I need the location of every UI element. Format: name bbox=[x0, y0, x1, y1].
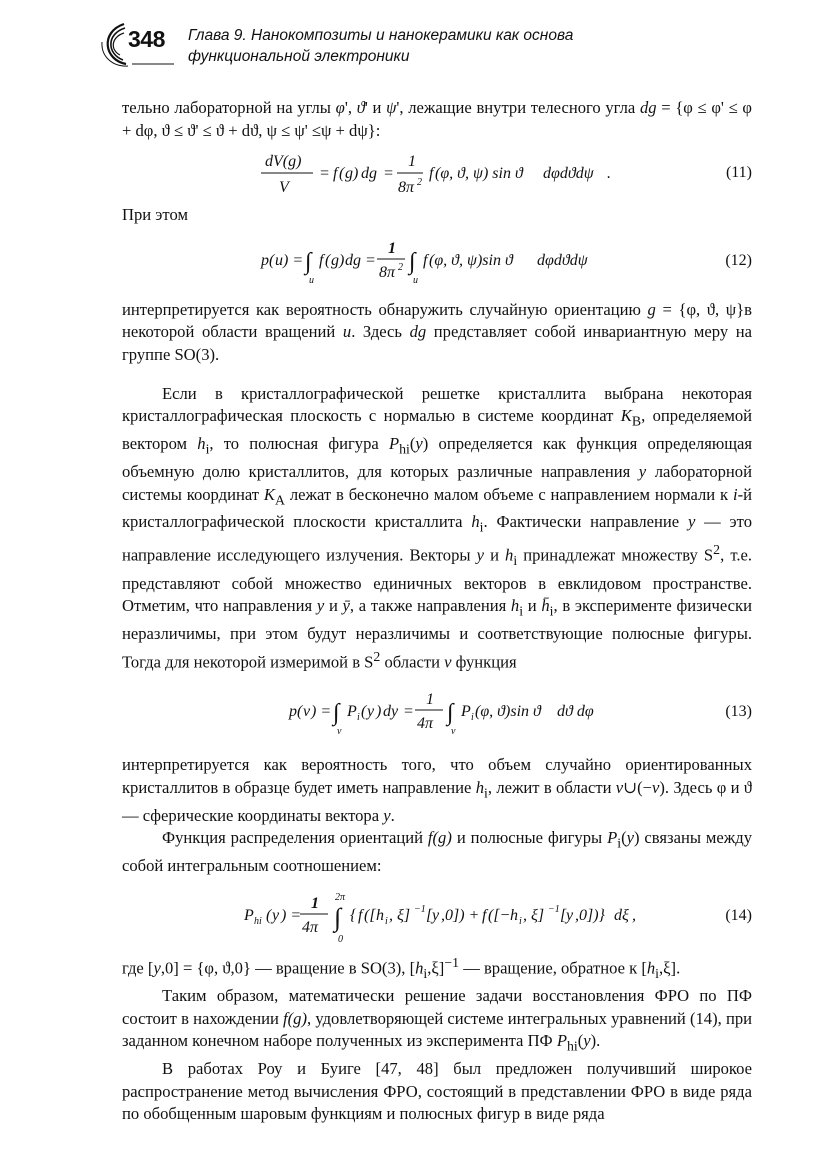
svg-text:(: ( bbox=[339, 165, 345, 183]
svg-text:u: u bbox=[275, 251, 283, 269]
page-header bbox=[98, 20, 758, 80]
svg-text:y: y bbox=[566, 906, 574, 924]
formula-14-expression bbox=[242, 890, 662, 944]
svg-text:V: V bbox=[279, 179, 289, 197]
svg-text:−1: −1 bbox=[414, 903, 426, 915]
svg-text:,: , bbox=[632, 906, 636, 924]
svg-text:g: g bbox=[331, 251, 339, 269]
svg-text:f: f bbox=[319, 251, 324, 269]
svg-text:, ξ]: , ξ] bbox=[389, 906, 411, 924]
page-body bbox=[122, 97, 752, 1126]
svg-text:i: i bbox=[385, 915, 388, 927]
svg-text:f: f bbox=[423, 251, 428, 269]
running-title bbox=[188, 25, 748, 67]
svg-text:) =: ) = bbox=[283, 251, 304, 269]
svg-text:dg: dg bbox=[345, 251, 361, 269]
svg-text:1: 1 bbox=[311, 894, 319, 912]
svg-text:v: v bbox=[303, 703, 311, 721]
svg-text:P: P bbox=[461, 703, 471, 721]
svg-text:): ) bbox=[339, 251, 345, 269]
svg-text:=: = bbox=[319, 165, 330, 183]
svg-text:i: i bbox=[519, 915, 522, 927]
svg-text:i: i bbox=[357, 712, 360, 724]
svg-text:(φ, ϑ, ψ)sin ϑ: (φ, ϑ, ψ)sin ϑ bbox=[429, 251, 513, 269]
svg-text:(φ, ϑ)sin ϑ: (φ, ϑ)sin ϑ bbox=[475, 703, 541, 721]
svg-text:f: f bbox=[333, 165, 338, 183]
svg-text:8π: 8π bbox=[398, 179, 415, 197]
svg-text:v: v bbox=[337, 726, 342, 738]
formula-14 bbox=[122, 890, 752, 944]
svg-text:dV(g): dV(g) bbox=[265, 153, 302, 171]
formula-11 bbox=[122, 148, 752, 198]
paragraph-7: где [y,0] = {φ, ϑ,0} — вращение в SO(3), $[h_i,\xi]^{-1}$ — вращение, обратное к $[h_i,\xi]$. bbox=[122, 954, 681, 981]
paragraph-2: При этом bbox=[122, 205, 188, 225]
svg-text:(: ( bbox=[297, 703, 303, 721]
formula-14-number: (14) bbox=[725, 907, 752, 925]
formula-13-expression bbox=[287, 686, 617, 738]
svg-text:(: ( bbox=[266, 906, 272, 924]
svg-text:[: [ bbox=[426, 906, 433, 924]
svg-text:1: 1 bbox=[408, 153, 416, 171]
paragraph-4: Если в кристаллографической решетке кристаллита выбрана некоторая кристаллографическая плоскость с нормалью в системе координат $K_B$, определяемой вектором $h_i$, то полюсная фигура $P_{hi}(y)$ определяется как функция определяющая объемную долю кристаллитов, для которых различные направления y лабораторной системы координат $K_A$ лежат в бесконечно малом объеме с направлением нормали к i-й кристаллографической плоскости кристаллита $h_i$. Фактически направление y — это направление исследующего излучения. Векторы y и $h_i$ принадлежат множеству $S^2$, т.е. представляют собой множество единичных векторов в евклидовом пространстве. Отметим, что направления y и ȳ, а также направления $h_i$ и $h̄_i$, в эксперименте физически неразличимы, при этом будут неразличимы и соответствующие полюсные фигуры. Тогда для некоторой измеримой в $S^2$ области v функция bbox=[122, 383, 753, 672]
svg-text:2: 2 bbox=[417, 177, 422, 189]
svg-text:dφdϑdψ: dφdϑdψ bbox=[543, 165, 594, 183]
svg-text:): ) bbox=[353, 165, 359, 183]
svg-text:i: i bbox=[471, 712, 474, 724]
svg-text:) =: ) = bbox=[311, 703, 332, 721]
formula-12-number: (12) bbox=[725, 252, 752, 270]
svg-text:∫: ∫ bbox=[409, 248, 416, 275]
svg-text:y: y bbox=[367, 703, 375, 721]
svg-text:0: 0 bbox=[338, 933, 343, 944]
svg-text:f: f bbox=[482, 906, 487, 924]
svg-text:dφdϑdψ: dφdϑdψ bbox=[537, 251, 588, 269]
svg-text:∫: ∫ bbox=[447, 700, 454, 727]
svg-text:): ) bbox=[376, 703, 382, 721]
svg-text:8π: 8π bbox=[379, 263, 396, 281]
svg-text:1: 1 bbox=[388, 239, 396, 257]
svg-text:2π: 2π bbox=[335, 891, 346, 903]
svg-text:2: 2 bbox=[398, 261, 403, 273]
running-title-line-1: Глава 9. Нанокомпозиты и нанокерамики как основа bbox=[188, 27, 574, 44]
paragraph-5: интерпретируется как вероятность того, что объем случайно ориентированных кристаллитов в образце будет иметь направление $h_i$, лежит в области v∪(−v). Здесь φ и ϑ — сферические координаты вектора y. bbox=[122, 755, 752, 825]
svg-text:[: [ bbox=[560, 906, 567, 924]
svg-text:(φ, ϑ, ψ) sin ϑ: (φ, ϑ, ψ) sin ϑ bbox=[435, 165, 523, 183]
svg-text:∫: ∫ bbox=[305, 248, 312, 275]
formula-12-expression bbox=[257, 237, 637, 287]
svg-text:h: h bbox=[376, 906, 384, 924]
svg-text:∫: ∫ bbox=[333, 700, 340, 727]
svg-text:y: y bbox=[432, 906, 440, 924]
svg-text:) =: ) = bbox=[281, 906, 302, 924]
formula-11-expression bbox=[257, 148, 637, 198]
svg-text:p: p bbox=[261, 251, 269, 269]
svg-text:p: p bbox=[289, 703, 297, 721]
svg-text:f: f bbox=[358, 906, 363, 924]
paragraph-6: Функция распределения ориентаций f(g) и полюсные фигуры $P_i(y)$ связаны между собой интегральным соотношением: bbox=[122, 828, 752, 876]
svg-text:dϑ dφ: dϑ dφ bbox=[557, 703, 594, 721]
svg-text:4π: 4π bbox=[302, 918, 319, 936]
svg-text:dξ: dξ bbox=[614, 906, 629, 924]
svg-text:dg: dg bbox=[361, 165, 377, 183]
svg-text:,0]) +: ,0]) + bbox=[441, 906, 480, 924]
svg-text:1: 1 bbox=[426, 691, 434, 709]
paragraph-1: тельно лабораторной на углы φ', ϑ' и ψ', лежащие внутри телесного угла dg = {φ ≤ φ' ≤ φ + dφ, ϑ ≤ ϑ' ≤ ϑ + dϑ, ψ ≤ ψ' ≤ψ + dψ}: bbox=[122, 98, 752, 140]
svg-text:(: ( bbox=[361, 703, 367, 721]
svg-text:P: P bbox=[347, 703, 357, 721]
svg-text:=: = bbox=[403, 703, 414, 721]
formula-13-number: (13) bbox=[725, 702, 752, 720]
formula-11-number: (11) bbox=[725, 163, 752, 181]
svg-text:hi: hi bbox=[254, 915, 262, 927]
svg-text:v: v bbox=[451, 726, 456, 738]
formula-13 bbox=[122, 686, 752, 738]
svg-text:(: ( bbox=[325, 251, 331, 269]
svg-text:,0])}: ,0])} bbox=[575, 906, 605, 924]
paragraph-8: Таким образом, математически решение задачи восстановления ФРО по ПФ состоит в нахождении f(g), удовлетворяющей системе интегральных уравнений (14), при заданном конечном наборе полученных из эксперимента ПФ $P_{hi}(y)$. bbox=[122, 986, 753, 1054]
svg-text:P: P bbox=[244, 906, 254, 924]
svg-text:u: u bbox=[309, 274, 314, 286]
svg-text:=: = bbox=[383, 165, 394, 183]
svg-text:−1: −1 bbox=[548, 903, 560, 915]
svg-text:u: u bbox=[413, 274, 418, 286]
svg-text:y: y bbox=[272, 906, 280, 924]
svg-text:(: ( bbox=[269, 251, 275, 269]
paragraph-9: В работах Роу и Буиге [47, 48] был предложен получивший широкое распространение метод вычисления ФРО, состоящий в представлении ФРО в виде ряда по обобщенным шаровым функциям и полюсных фигур в виде ряда bbox=[122, 1059, 752, 1124]
running-title-line-2: функциональной электроники bbox=[188, 48, 410, 65]
svg-text:4π: 4π bbox=[417, 715, 434, 733]
formula-12 bbox=[122, 237, 752, 287]
svg-text:{: { bbox=[350, 906, 357, 924]
svg-text:h: h bbox=[510, 906, 518, 924]
page-number: 348 bbox=[128, 26, 165, 52]
svg-text:, ξ]: , ξ] bbox=[523, 906, 545, 924]
svg-text:([: ([ bbox=[364, 906, 376, 924]
svg-text:=: = bbox=[365, 251, 376, 269]
paragraph-3: интерпретируется как вероятность обнаружить случайную ориентацию g = {φ, ϑ, ψ}в некоторой области вращений u. Здесь dg представляет собой инвариантную меру на группе SO(3). bbox=[122, 299, 752, 364]
svg-text:∫: ∫ bbox=[334, 902, 342, 932]
svg-text:([−: ([− bbox=[488, 906, 511, 924]
svg-text:f: f bbox=[429, 165, 434, 183]
svg-text:.: . bbox=[607, 165, 611, 183]
svg-text:g: g bbox=[345, 165, 353, 183]
svg-text:dy: dy bbox=[383, 703, 399, 721]
